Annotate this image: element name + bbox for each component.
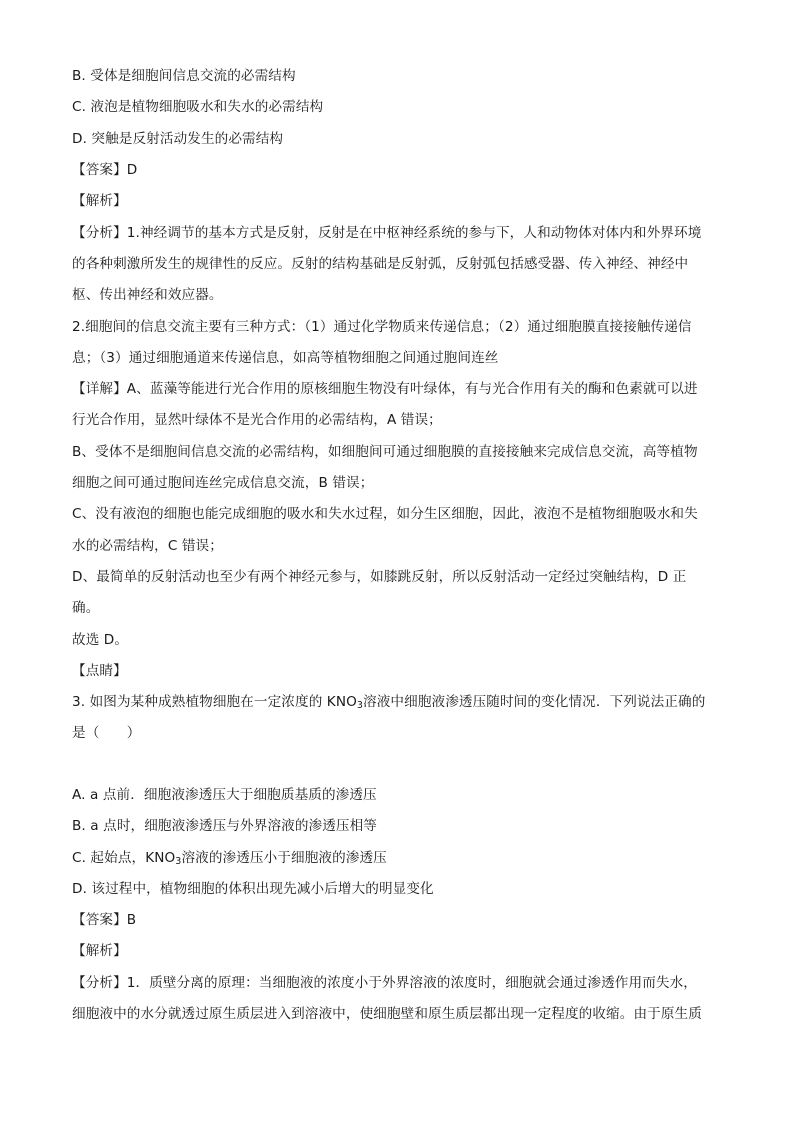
q2-fenxi-line-2: 的各种刺激所发生的规律性的反应。反射的结构基础是反射弧，反射弧包括感受器、传入神经、神经中 xyxy=(72,256,689,272)
q2-detail-line-7: D、最简单的反射活动也至少有两个神经元参与，如膝跳反射，所以反射活动一定经过突触结构，D 正 xyxy=(72,569,687,585)
q3-option-c xyxy=(72,848,722,868)
q2-option-c: C. 液泡是植物细胞吸水和失水的必需结构 xyxy=(72,99,324,115)
fenxi-text: 1.神经调节的基本方式是反射，反射是在中枢神经系统的参与下，人和动物体对体内和外界环境 xyxy=(126,225,702,241)
q3-fenxi-line-2: 细胞液中的水分就透过原生质层进入到溶液中，使细胞壁和原生质层都出现一定程度的收缩。由于原生质 xyxy=(72,1006,702,1022)
detail-label: 【详解】 xyxy=(72,381,127,397)
q3-option-a: A. a 点前．细胞液渗透压大于细胞质基质的渗透压 xyxy=(72,787,377,803)
q3-stem-line-1 xyxy=(72,692,722,712)
q3-option-b: B. a 点时，细胞液渗透压与外界溶液的渗透压相等 xyxy=(72,818,377,834)
subscript: 3 xyxy=(356,700,364,711)
q2-detail-line-6: 水的必需结构，C 错误； xyxy=(72,538,223,554)
q2-conclusion: 故选 D。 xyxy=(72,632,129,648)
answer-label: 【答案】 xyxy=(72,162,127,178)
q2-analysis-heading: 【解析】 xyxy=(72,193,127,209)
q2-detail-line-5: C、没有液泡的细胞也能完成细胞的吸水和失水过程，如分生区细胞，因此，液泡不是植物细胞吸水和失 xyxy=(72,506,698,522)
fenxi-label: 【分析】 xyxy=(72,975,127,991)
answer-value: D xyxy=(126,162,138,178)
q3-stem-text-b: 溶液中细胞液渗透压随时间的变化情况．下列说法正确的 xyxy=(363,694,706,710)
q2-detail-line-3: B、受体不是细胞间信息交流的必需结构，如细胞间可通过细胞膜的直接接触来完成信息交流，高等植物 xyxy=(72,444,698,460)
q2-detail-line-1 xyxy=(72,379,722,399)
q3-analysis-heading: 【解析】 xyxy=(72,943,127,959)
q2-detail-line-4: 细胞之间可通过胞间连丝完成信息交流，B 错误； xyxy=(72,475,374,491)
q2-option-d: D. 突触是反射活动发生的必需结构 xyxy=(72,131,284,147)
q2-fenxi-line-5: 息；（3）通过细胞通道来传递信息，如高等植物细胞之间通过胞间连丝 xyxy=(72,350,499,366)
fenxi-text: 1．质壁分离的原理：当细胞液的浓度小于外界溶液的浓度时，细胞就会通过渗透作用而失水， xyxy=(126,975,697,991)
q2-fenxi-line-3: 枢、传出神经和效应器。 xyxy=(72,287,223,303)
fenxi-label: 【分析】 xyxy=(72,225,127,241)
q2-option-b: B. 受体是细胞间信息交流的必需结构 xyxy=(72,68,296,84)
q2-detail-line-8: 确。 xyxy=(72,600,100,616)
q3-stem-text-a: 3. 如图为某种成熟植物细胞在一定浓度的 KNO xyxy=(72,694,357,710)
q3-option-c-text-a: C. 起始点，KNO xyxy=(72,850,176,866)
q3-stem-line-2: 是（ ） xyxy=(72,725,141,741)
q2-answer xyxy=(72,160,722,180)
q3-option-d: D. 该过程中，植物细胞的体积出现先减小后增大的明显变化 xyxy=(72,881,434,897)
q3-answer xyxy=(72,910,722,930)
q2-fenxi-line-4: 2.细胞间的信息交流主要有三种方式：（1）通过化学物质来传递信息；（2）通过细胞膜直接接触传递信 xyxy=(72,319,692,335)
subscript: 3 xyxy=(175,856,182,867)
q3-fenxi-line-1 xyxy=(72,973,722,993)
q2-fenxi-line-1 xyxy=(72,223,722,243)
q3-option-c-text-b: 溶液的渗透压小于细胞液的渗透压 xyxy=(181,850,387,866)
q2-dianjing: 【点睛】 xyxy=(72,663,127,679)
answer-label: 【答案】 xyxy=(72,912,127,928)
answer-value: B xyxy=(126,912,137,928)
q2-detail-line-2: 行光合作用，显然叶绿体不是光合作用的必需结构，A 错误； xyxy=(72,412,442,428)
detail-text: A、蓝藻等能进行光合作用的原核细胞生物没有叶绿体，有与光合作用有关的酶和色素就可以进 xyxy=(126,381,698,397)
